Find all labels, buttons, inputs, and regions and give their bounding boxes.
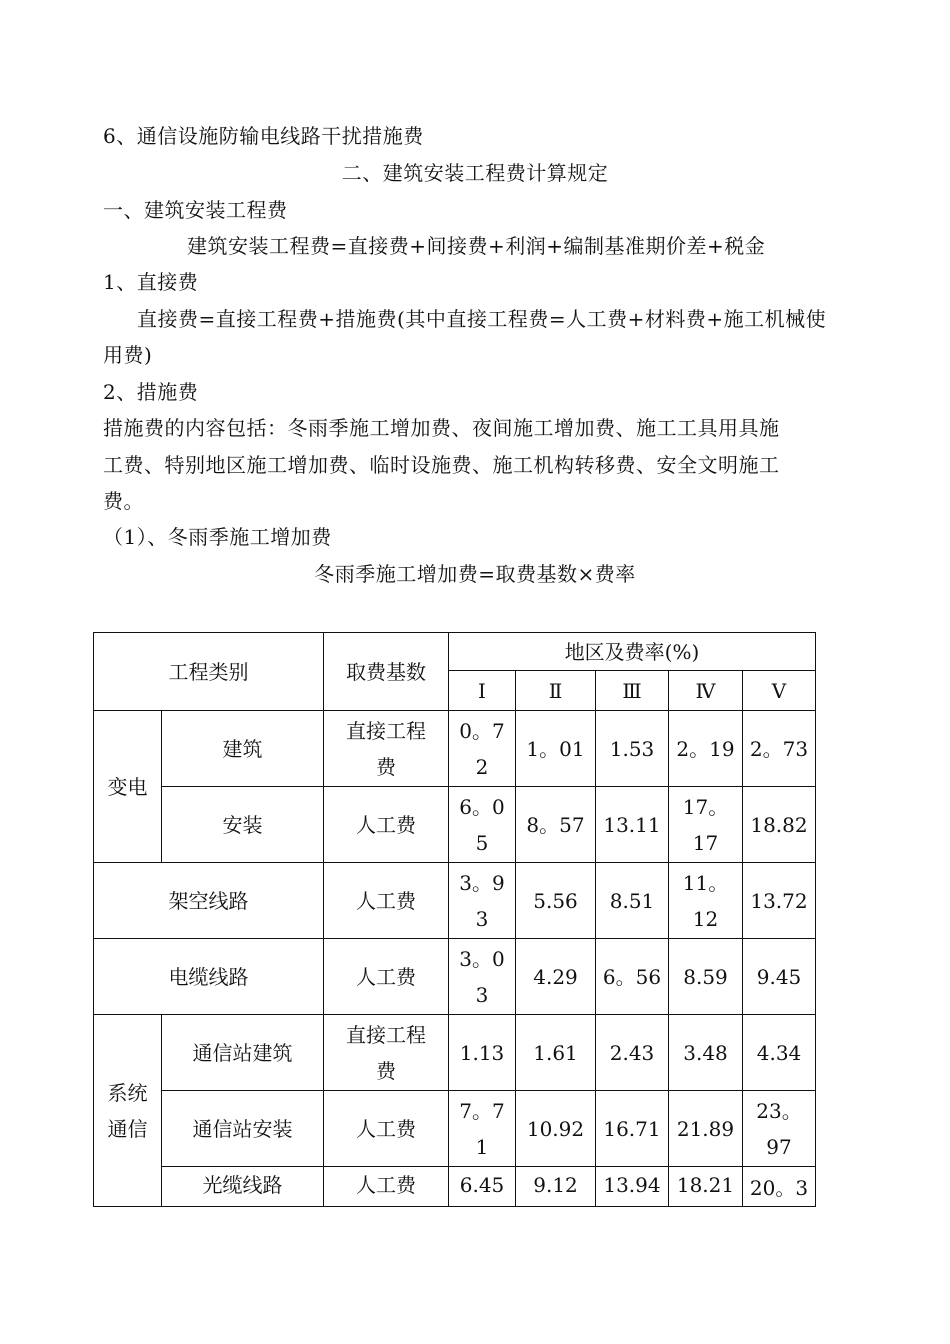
- formula-direct-cost: 直接费=直接工程费+措施费(其中直接工程费=人工费+材料费+施工机械使: [137, 307, 827, 331]
- group-telecom-text: 系统通信: [107, 1080, 148, 1141]
- header-zone: Ⅳ: [669, 671, 743, 711]
- rate-cell: [669, 787, 743, 863]
- rate-text: 3。93: [459, 870, 505, 931]
- rate-cell: 13.94: [596, 1167, 669, 1207]
- table-row: [94, 1091, 816, 1167]
- rate-cell: 18.82: [743, 787, 816, 863]
- rate-cell: 21.89: [669, 1091, 743, 1167]
- rate-cell: 2。73: [743, 711, 816, 787]
- header-region: 地区及费率(%): [449, 633, 816, 671]
- row-base-text: 直接工程费: [346, 718, 426, 779]
- rate-cell: [449, 711, 516, 787]
- row-name: 光缆线路: [162, 1167, 324, 1207]
- table-row: [94, 863, 816, 939]
- rate-cell: [743, 1091, 816, 1167]
- table-row: [94, 1015, 816, 1091]
- rate-cell: 9.45: [743, 939, 816, 1015]
- rate-cell: 1.53: [596, 711, 669, 787]
- rate-text: 6。05: [459, 794, 505, 855]
- rate-text: 7。71: [459, 1098, 505, 1159]
- row-base: 人工费: [324, 787, 449, 863]
- rate-cell: 20。3: [743, 1167, 816, 1207]
- row-base: [324, 1015, 449, 1091]
- row-base: [324, 711, 449, 787]
- formula-total: 建筑安装工程费=直接费+间接费+利润+编制基准期价差+税金: [187, 234, 766, 258]
- rate-cell: 6.45: [449, 1167, 516, 1207]
- row-name: 电缆线路: [94, 939, 324, 1015]
- rate-text: 11。12: [682, 870, 729, 931]
- rate-cell: 18.21: [669, 1167, 743, 1207]
- rate-cell: 2。19: [669, 711, 743, 787]
- rate-cell: 2.43: [596, 1015, 669, 1091]
- rate-cell: [449, 863, 516, 939]
- rate-cell: [449, 787, 516, 863]
- heading-measures: 2、措施费: [103, 380, 199, 404]
- row-base: 人工费: [324, 863, 449, 939]
- measures-content-3: 费。: [103, 489, 144, 513]
- row-base: 人工费: [324, 1167, 449, 1207]
- rate-cell: 9.12: [516, 1167, 596, 1207]
- table-row: [94, 1167, 816, 1207]
- table-row: [94, 711, 816, 787]
- section-title: 二、建筑安装工程费计算规定: [341, 161, 609, 185]
- header-zone: Ⅰ: [449, 671, 516, 711]
- rate-text: 23。97: [756, 1098, 802, 1159]
- row-base-text: 直接工程费: [346, 1022, 426, 1083]
- heading-direct-cost: 1、直接费: [103, 270, 199, 294]
- rate-cell: [449, 1091, 516, 1167]
- group-substation: 变电: [94, 711, 162, 863]
- row-name: 架空线路: [94, 863, 324, 939]
- rate-cell: 5.56: [516, 863, 596, 939]
- header-base: 取费基数: [324, 633, 449, 711]
- row-name: 通信站安装: [162, 1091, 324, 1167]
- measures-content-2: 工费、特别地区施工增加费、临时设施费、施工机构转移费、安全文明施工: [103, 453, 780, 477]
- rate-cell: 1。01: [516, 711, 596, 787]
- rate-text: 0。72: [459, 718, 505, 779]
- fee-rate-table: [93, 632, 816, 1207]
- rate-cell: 8.51: [596, 863, 669, 939]
- header-zone: Ⅴ: [743, 671, 816, 711]
- rate-cell: 6。56: [596, 939, 669, 1015]
- header-zone: Ⅱ: [516, 671, 596, 711]
- row-base: 人工费: [324, 1091, 449, 1167]
- rate-cell: 3.48: [669, 1015, 743, 1091]
- row-name: 建筑: [162, 711, 324, 787]
- row-name: 通信站建筑: [162, 1015, 324, 1091]
- rate-text: 17。17: [682, 794, 729, 855]
- group-telecom: [94, 1015, 162, 1207]
- row-name: 安装: [162, 787, 324, 863]
- rate-cell: 4.34: [743, 1015, 816, 1091]
- rate-cell: 13.72: [743, 863, 816, 939]
- heading-winter-rain: （1）、冬雨季施工增加费: [103, 525, 332, 549]
- item-6-heading: 6、通信设施防输电线路干扰措施费: [103, 124, 424, 148]
- rate-cell: 8。57: [516, 787, 596, 863]
- rate-cell: [449, 939, 516, 1015]
- formula-winter-rain: 冬雨季施工增加费=取费基数×费率: [314, 562, 636, 586]
- rate-text: 3。03: [459, 946, 505, 1007]
- rate-cell: [669, 863, 743, 939]
- formula-direct-cost-cont: 用费): [103, 343, 153, 367]
- header-category: 工程类别: [94, 633, 324, 711]
- rate-cell: 1.13: [449, 1015, 516, 1091]
- table-row: [94, 787, 816, 863]
- measures-content: 措施费的内容包括：冬雨季施工增加费、夜间施工增加费、施工工具用具施: [103, 416, 780, 440]
- rate-cell: 8.59: [669, 939, 743, 1015]
- rate-cell: 13.11: [596, 787, 669, 863]
- table-row: [94, 939, 816, 1015]
- rate-cell: 4.29: [516, 939, 596, 1015]
- rate-cell: 10.92: [516, 1091, 596, 1167]
- rate-cell: 1.61: [516, 1015, 596, 1091]
- rate-cell: 16.71: [596, 1091, 669, 1167]
- header-zone: Ⅲ: [596, 671, 669, 711]
- subsection-heading: 一、建筑安装工程费: [103, 198, 288, 222]
- row-base: 人工费: [324, 939, 449, 1015]
